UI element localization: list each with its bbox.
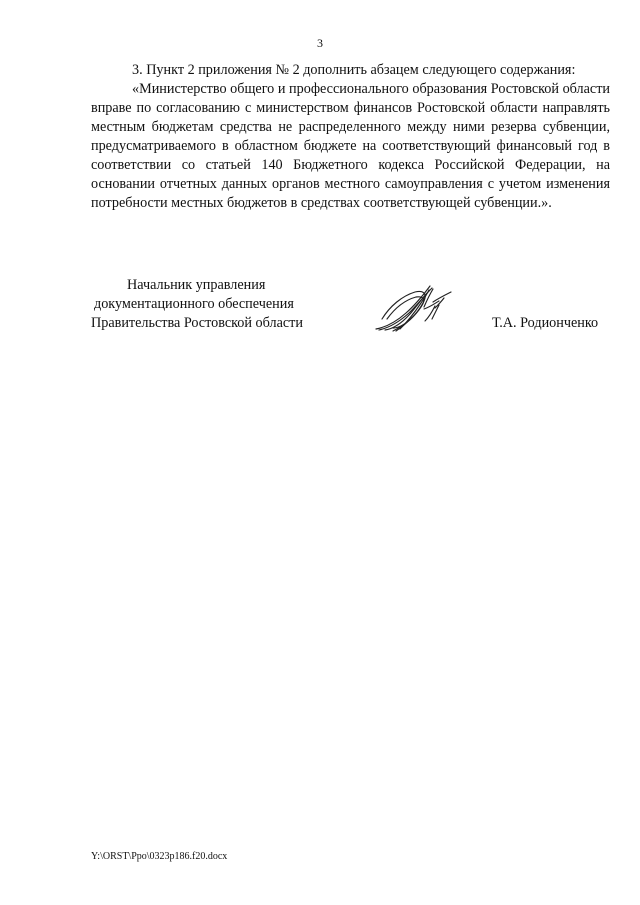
handwritten-signature-icon	[372, 282, 460, 338]
file-path: Y:\ORST\Ppo\0323p186.f20.docx	[91, 851, 228, 862]
quoted-paragraph: «Министерство общего и профессионального образования Ростовской области вправе по согласованию с министерством финансов Ростовской области направлять местным бюджетам средства не распределенного между ними резерва субвенции, предусматриваемого в областном бюджете на соответствующий финансовый год в соответствии со статьей 140 Бюджетного кодекса Российской Федерации, на основании отчетных данных органов местного самоуправления с учетом изменения потребности местных бюджетов в средствах соответствующей субвенции.».	[91, 81, 610, 211]
page-number: 3	[317, 36, 323, 50]
signatory-name: Т.А. Родионченко	[492, 315, 599, 331]
position-line-1: Начальник управления	[127, 277, 266, 293]
document-body	[91, 61, 610, 213]
position-line-2: документационного обеспечения	[94, 296, 294, 312]
signatory-position	[91, 276, 331, 333]
position-line-3: Правительства Ростовской области	[91, 315, 303, 331]
amendment-paragraph: 3. Пункт 2 приложения № 2 дополнить абзацем следующего содержания:	[132, 62, 576, 78]
